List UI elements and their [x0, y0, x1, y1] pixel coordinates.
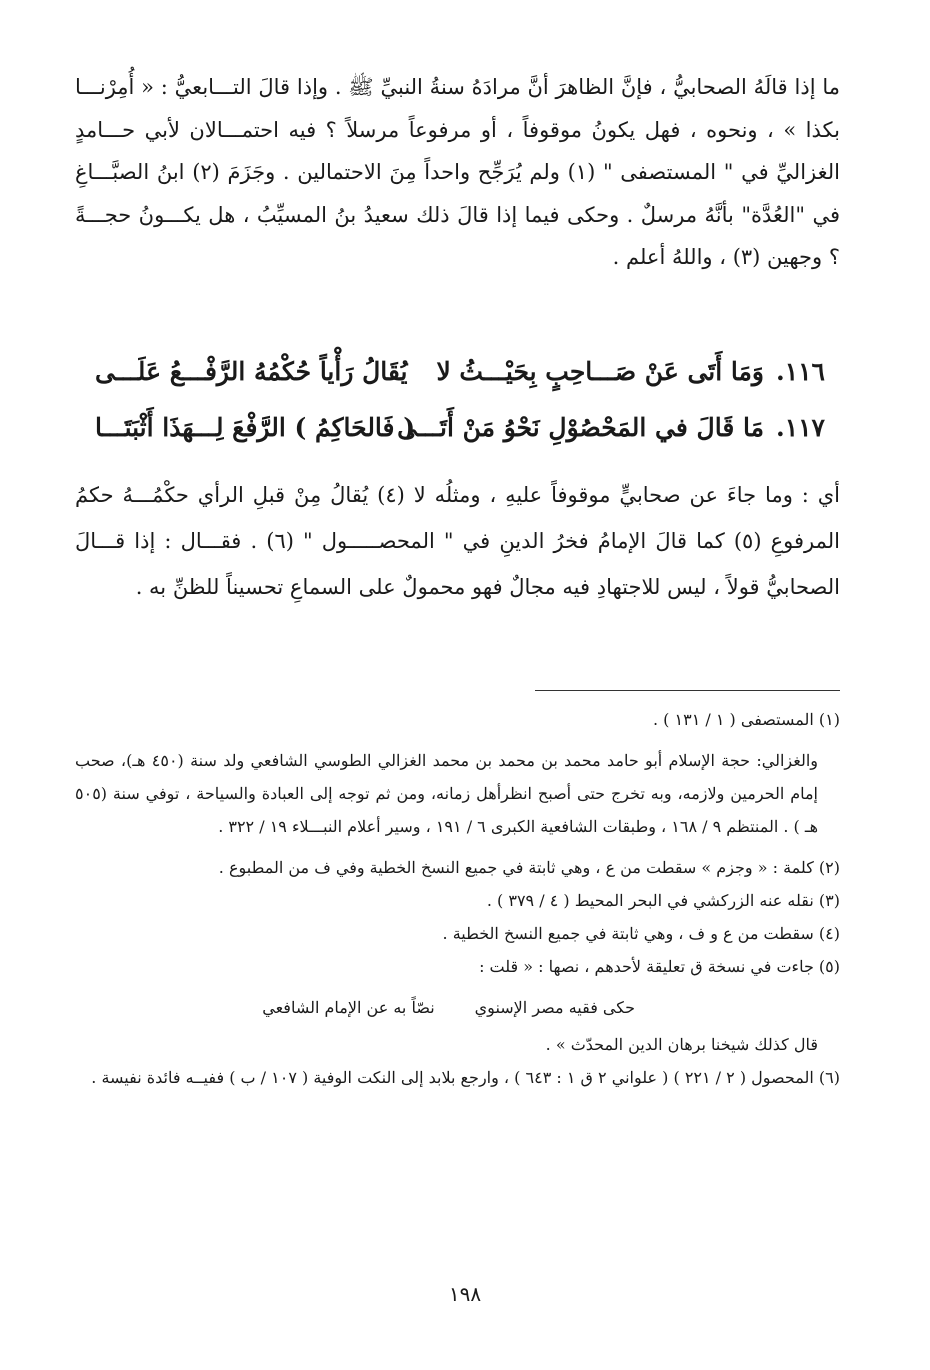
footnote-1-biography: والغزالي: حجة الإسلام أبو حامد محمد بن محمد بن محمد الغزالي الطوسي الشافعي ولد سنة (٤٥٠ هـ)، صحب إمام الحرمين ولازمه، وبه تخرج حتى أصبح انظرأهل زمانه، ومن ثم توجه إلى العبادة والسياحة ، توفي سنة (٥٠٥ هـ ) . المنتظم ٩ / ١٦٨ ، وطبقات الشافعية الكبرى ٦ / ١٩١ ، وسير أعلام النبـــلاء ١٩ / ٣٢٢ . — [75, 751, 819, 836]
footnote-4: (٤) سقطت من ع و ف ، وهي ثابتة في جميع النسخ الخطية . — [442, 924, 840, 943]
verse-block — [95, 357, 825, 469]
main-text — [75, 66, 840, 279]
footnote-5-poem — [75, 991, 840, 1024]
verse-number: ١١٦. — [775, 357, 825, 386]
verse-right-part — [397, 413, 825, 442]
footnote-3: (٣) نقله عنه الزركشي في البحر المحيط ( ٤ / ٣٧٩ ) . — [486, 891, 840, 910]
footnote-6: (٦) المحصول ( ٢ / ٢٢١ ) ( علواني ٢ ق ١ : ٦٤٣ ) ، وارجع بلابد إلى النكت الوفية ( ١٠٧ / ب ) ففيــه فائدة نفيسة . — [91, 1068, 840, 1087]
verse-116 — [95, 357, 825, 413]
verse-first-hemistich: مَا قَالَ في المَحْصُوْلِ نَحْوُ مَنْ أَتَـــى — [397, 413, 764, 442]
footnote-5: (٥) جاءت في نسخة ق تعليقة لأحدهم ، نصها : « قلت : — [479, 957, 840, 976]
verse-second-hemistich: ( فَالحَاكِمُ ) الرَّفْعَ لِـــهَذَا أَثْبَتَـــا — [95, 413, 416, 442]
footnote-1: (١) المستصفى ( ١ / ١٣١ ) . — [653, 710, 840, 729]
page-number: ١٩٨ — [448, 1282, 482, 1306]
commentary-paragraph: أي : وما جاءَ عن صحابيٍّ موقوفاً عليهِ ، ومثلُه لا (٤) يُقالُ مِنْ قبلِ الرأي حكْمُـــهُ حكمُ المرفوعِ (٥) كما قالَ الإمامُ فخرُ الدينِ في " المحصـــــول " (٦) . فقـــال : إذا قـــالَ الصحابيُّ قولاً ، ليس للاجتهادِ فيه مجالٌ فهو محمولٌ على السماعِ تحسيناً للظنِّ به . — [75, 483, 840, 599]
footnotes — [75, 703, 840, 1094]
main-paragraph: ما إذا قالَهُ الصحابيُّ ، فإنَّ الظاهرَ أنَّ مرادَهُ سنةُ النبيِّ ﷺ . وإذا قالَ التـــابعيُّ : « أُمِرْنـــا بكذا » ، ونحوه ، فهل يكونُ موقوفاً ، أو مرفوعاً مرسلاً ؟ فيه احتمـــالان لأبي حـــامدٍ الغزاليِّ في " المستصفى " (١) ولم يُرَجِّح واحداً مِنَ الاحتمالين . وجَزَمَ (٢) ابنُ الصبَّـــاغِ في "العُدَّة" بأنَّهُ مرسلٌ . وحكى فيما إذا قالَ ذلك سعيدُ بنُ المسيِّبُ ، هل يكـــونُ حجـــةً ؟ وجهين (٣) ، واللهُ أعلم . — [75, 75, 840, 269]
commentary-text — [75, 472, 840, 610]
footnote-2: (٢) كلمة : « وجزم » سقطت من ع ، وهي ثابتة في جميع النسخ الخطية وفي ف من المطبوع . — [218, 858, 840, 877]
poem-second-hemistich: نصّاً به عن الإمام الشافعي — [262, 998, 435, 1017]
verse-right-part — [436, 357, 825, 386]
verse-117 — [95, 413, 825, 469]
poem-first-hemistich: حكى فقيه مصر الإسنوي — [474, 998, 635, 1017]
footnote-5-end: قال كذلك شيخنا برهان الدين المحدّث » . — [545, 1035, 818, 1054]
verse-first-hemistich: وَمَا أَتَى عَنْ صَـــاحِبٍ بِحَيْـــثُ لا — [436, 357, 764, 386]
footnote-separator — [535, 690, 840, 691]
verse-number: ١١٧. — [775, 413, 825, 442]
verse-second-hemistich: يُقَالُ رَأْياً حُكْمُهُ الرَّفْـــعُ عَلَـــى — [95, 357, 408, 386]
